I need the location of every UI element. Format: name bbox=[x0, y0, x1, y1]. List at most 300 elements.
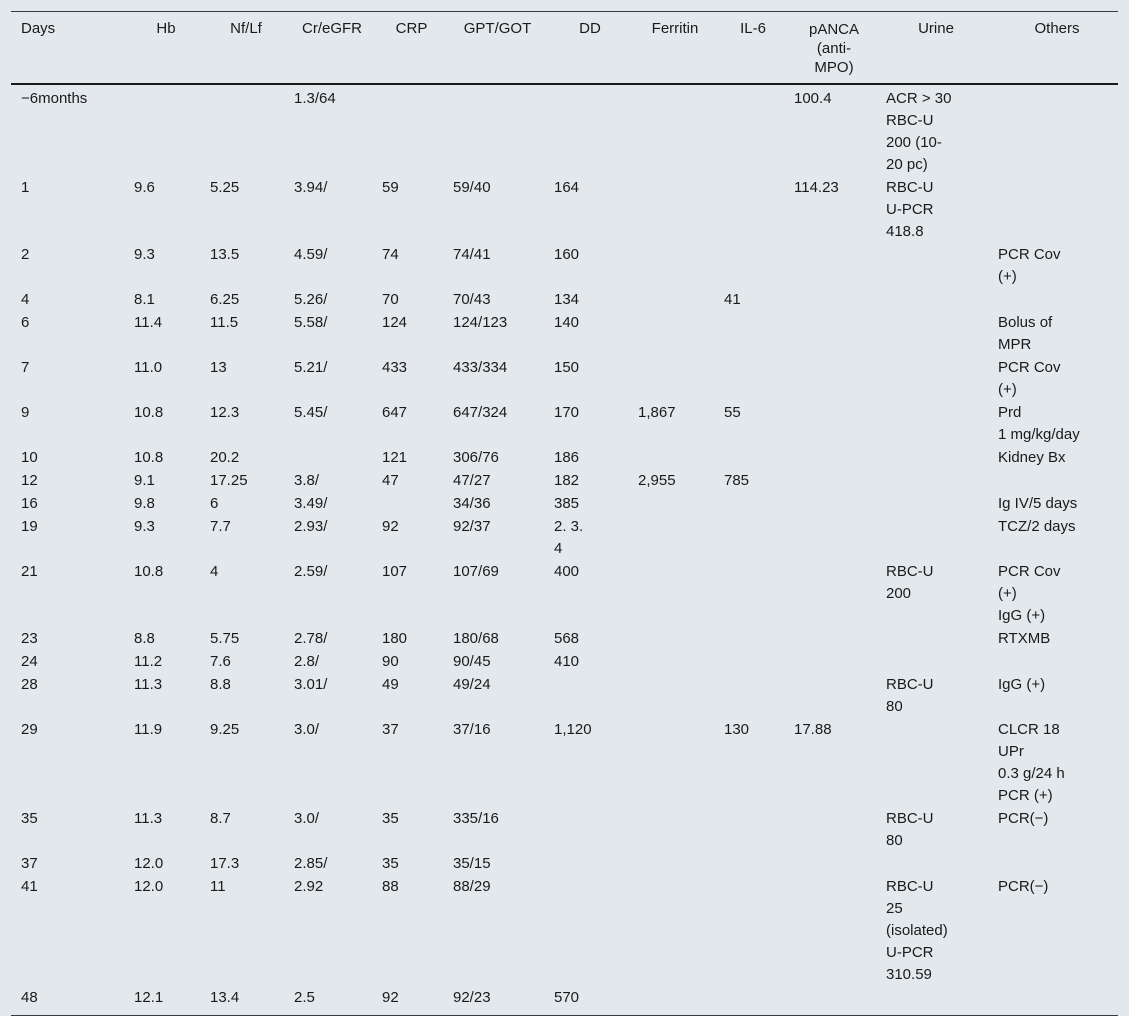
cell-others bbox=[988, 402, 1118, 447]
cell-others bbox=[988, 244, 1118, 289]
cell-others bbox=[988, 651, 1118, 674]
cell-cr-egfr bbox=[284, 447, 372, 470]
cell-dd: 140 bbox=[554, 314, 580, 331]
cell-panca bbox=[784, 853, 876, 876]
table-row bbox=[11, 987, 1118, 1016]
cell-nf-lf: 12.3 bbox=[210, 404, 240, 421]
table-row bbox=[11, 674, 1118, 719]
cell-crp: 37 bbox=[382, 721, 399, 738]
cell-dd: 134 bbox=[554, 291, 580, 308]
cell-gpt-got: 37/16 bbox=[453, 721, 491, 738]
cell-nf-lf: 5.75 bbox=[210, 630, 240, 647]
cell-line: 4 bbox=[554, 540, 563, 557]
table-row bbox=[11, 628, 1118, 651]
cell-line: PCR Cov bbox=[998, 563, 1061, 580]
cell-panca: 17.88 bbox=[794, 721, 832, 738]
cell-ferritin bbox=[628, 516, 714, 561]
table-body bbox=[11, 84, 1118, 1016]
cell-line: CLCR 18 bbox=[998, 721, 1060, 738]
cell-il6 bbox=[714, 853, 784, 876]
cell-urine bbox=[876, 289, 988, 312]
cell-dd: 160 bbox=[554, 246, 580, 263]
table-row bbox=[11, 808, 1118, 853]
cell-ferritin bbox=[628, 808, 714, 853]
cell-hb: 9.3 bbox=[134, 246, 155, 263]
cell-days: 41 bbox=[21, 878, 38, 895]
cell-nf-lf: 11.5 bbox=[210, 314, 239, 331]
cell-days: 48 bbox=[11, 987, 124, 1016]
cell-gpt-got: 180/68 bbox=[453, 630, 499, 647]
cell-urine bbox=[876, 561, 988, 628]
cell-ferritin bbox=[628, 312, 714, 357]
cell-cr-egfr: 2.92 bbox=[294, 878, 324, 895]
cell-hb: 12.0 bbox=[134, 855, 164, 872]
cell-urine bbox=[876, 808, 988, 853]
cell-gpt-got: 433/334 bbox=[453, 359, 508, 376]
cell-line: 418.8 bbox=[886, 223, 924, 240]
cell-ferritin: 1,867 bbox=[638, 404, 676, 421]
cell-others: TCZ/2 days bbox=[998, 518, 1076, 535]
cell-urine bbox=[876, 674, 988, 719]
cell-line: IgG (+) bbox=[998, 607, 1046, 624]
table-row bbox=[11, 876, 1118, 987]
cell-cr-egfr: 3.49/ bbox=[294, 495, 328, 512]
cell-hb: 10.8 bbox=[134, 563, 164, 580]
cell-gpt-got: 88/29 bbox=[453, 878, 491, 895]
cell-panca bbox=[784, 651, 876, 674]
cell-days: 28 bbox=[21, 676, 38, 693]
cell-line: PCR (+) bbox=[998, 787, 1053, 804]
col-header-panca-line: pANCA bbox=[808, 21, 860, 38]
cell-nf-lf: 11 bbox=[210, 878, 226, 895]
col-header-urine: Urine bbox=[876, 12, 988, 85]
cell-cr-egfr: 5.21/ bbox=[294, 359, 328, 376]
cell-line: (+) bbox=[998, 268, 1017, 285]
cell-crp: 647 bbox=[382, 404, 408, 421]
cell-hb: 11.0 bbox=[134, 359, 163, 376]
cell-panca: 114.23 bbox=[794, 179, 839, 196]
cell-urine bbox=[876, 876, 988, 987]
cell-dd: 150 bbox=[554, 359, 580, 376]
cell-il6 bbox=[714, 177, 784, 244]
cell-hb: 9.3 bbox=[134, 518, 155, 535]
cell-hb bbox=[124, 84, 200, 177]
cell-il6 bbox=[714, 357, 784, 402]
cell-crp: 92 bbox=[382, 518, 399, 535]
cell-dd bbox=[544, 808, 628, 853]
cell-line: RBC-U bbox=[886, 676, 934, 693]
cell-line: 310.59 bbox=[886, 966, 932, 983]
cell-line: 20 pc) bbox=[886, 156, 928, 173]
cell-ferritin bbox=[628, 357, 714, 402]
cell-days: 2 bbox=[21, 246, 30, 263]
table-row bbox=[11, 516, 1118, 561]
cell-il6 bbox=[714, 987, 784, 1016]
cell-il6 bbox=[714, 628, 784, 651]
cell-crp: 35 bbox=[382, 855, 399, 872]
col-header-panca-line: MPO) bbox=[814, 59, 854, 76]
cell-ferritin bbox=[628, 177, 714, 244]
cell-hb: 10.8 bbox=[134, 404, 164, 421]
table-row bbox=[11, 402, 1118, 447]
cell-days: 29 bbox=[21, 721, 38, 738]
cell-line: 80 bbox=[886, 832, 903, 849]
cell-urine bbox=[876, 628, 988, 651]
cell-line: ACR > 30 bbox=[886, 90, 952, 107]
cell-crp: 124 bbox=[382, 314, 408, 331]
cell-others bbox=[988, 357, 1118, 402]
cell-dd: 410 bbox=[554, 653, 580, 670]
col-header-dd: DD bbox=[544, 12, 628, 85]
cell-others: Kidney Bx bbox=[998, 449, 1066, 466]
cell-others bbox=[988, 84, 1118, 177]
cell-il6 bbox=[714, 244, 784, 289]
cell-urine bbox=[876, 177, 988, 244]
cell-ferritin bbox=[628, 493, 714, 516]
cell-crp: 433 bbox=[382, 359, 408, 376]
table-row bbox=[11, 719, 1118, 808]
cell-dd bbox=[544, 84, 628, 177]
cell-nf-lf: 13 bbox=[210, 359, 227, 376]
cell-panca bbox=[784, 470, 876, 493]
cell-panca bbox=[784, 516, 876, 561]
cell-ferritin bbox=[628, 674, 714, 719]
cell-others bbox=[988, 561, 1118, 628]
cell-cr-egfr: 2.59/ bbox=[294, 563, 328, 580]
cell-dd bbox=[544, 853, 628, 876]
cell-others: IgG (+) bbox=[998, 676, 1046, 693]
cell-ferritin: 2,955 bbox=[638, 472, 676, 489]
cell-ferritin bbox=[628, 244, 714, 289]
cell-nf-lf: 20.2 bbox=[210, 449, 240, 466]
table-row bbox=[11, 561, 1118, 628]
cell-line: (+) bbox=[998, 381, 1017, 398]
cell-gpt-got: 47/27 bbox=[453, 472, 491, 489]
cell-il6: 130 bbox=[724, 721, 750, 738]
cell-hb: 11.4 bbox=[134, 314, 163, 331]
cell-nf-lf: 8.8 bbox=[210, 676, 231, 693]
cell-nf-lf: 7.6 bbox=[210, 653, 231, 670]
cell-hb: 8.1 bbox=[134, 291, 155, 308]
cell-line: MPR bbox=[998, 336, 1032, 353]
table-row bbox=[11, 289, 1118, 312]
cell-line: RBC-U bbox=[886, 179, 934, 196]
cell-others bbox=[988, 312, 1118, 357]
cell-ferritin bbox=[628, 447, 714, 470]
cell-line: Bolus of bbox=[998, 314, 1053, 331]
cell-days: 7 bbox=[21, 359, 30, 376]
cell-dd bbox=[544, 516, 628, 561]
cell-line: RBC-U bbox=[886, 563, 934, 580]
cell-urine bbox=[876, 357, 988, 402]
cell-dd: 385 bbox=[554, 495, 580, 512]
table-row bbox=[11, 470, 1118, 493]
col-header-nf-lf: Nf/Lf bbox=[200, 12, 284, 85]
cell-crp bbox=[372, 84, 443, 177]
cell-hb: 12.0 bbox=[134, 878, 164, 895]
cell-il6: 41 bbox=[724, 291, 741, 308]
cell-line: 200 (10- bbox=[886, 134, 942, 151]
col-header-ferritin: Ferritin bbox=[628, 12, 714, 85]
cell-crp: 121 bbox=[382, 449, 408, 466]
cell-days: 37 bbox=[21, 855, 38, 872]
cell-gpt-got: 35/15 bbox=[453, 855, 491, 872]
cell-crp: 92 bbox=[372, 987, 443, 1016]
cell-urine bbox=[876, 516, 988, 561]
table-row bbox=[11, 177, 1118, 244]
cell-ferritin bbox=[628, 876, 714, 987]
cell-line: 200 bbox=[886, 585, 912, 602]
cell-hb: 11.3 bbox=[134, 676, 163, 693]
cell-panca bbox=[784, 674, 876, 719]
col-header-gpt-got: GPT/GOT bbox=[443, 12, 544, 85]
cell-hb: 12.1 bbox=[124, 987, 200, 1016]
cell-panca bbox=[784, 493, 876, 516]
cell-urine bbox=[876, 402, 988, 447]
cell-hb: 8.8 bbox=[134, 630, 155, 647]
table-row bbox=[11, 447, 1118, 470]
cell-dd: 164 bbox=[554, 179, 580, 196]
cell-il6 bbox=[714, 493, 784, 516]
cell-il6 bbox=[714, 312, 784, 357]
table-row bbox=[11, 651, 1118, 674]
cell-line: RBC-U bbox=[886, 878, 934, 895]
cell-nf-lf bbox=[200, 84, 284, 177]
cell-days: 24 bbox=[21, 653, 38, 670]
cell-panca bbox=[784, 289, 876, 312]
cell-cr-egfr: 4.59/ bbox=[294, 246, 328, 263]
cell-ferritin bbox=[628, 719, 714, 808]
table-row bbox=[11, 493, 1118, 516]
col-header-panca-line: (anti- bbox=[816, 40, 852, 57]
cell-panca bbox=[784, 244, 876, 289]
cell-il6: 55 bbox=[724, 404, 741, 421]
cell-dd: 400 bbox=[554, 563, 580, 580]
cell-line: 25 bbox=[886, 900, 903, 917]
cell-others bbox=[988, 853, 1118, 876]
cell-nf-lf: 4 bbox=[210, 563, 219, 580]
cell-crp: 180 bbox=[382, 630, 408, 647]
table-row bbox=[11, 357, 1118, 402]
cell-gpt-got: 107/69 bbox=[453, 563, 499, 580]
cell-line: U-PCR bbox=[886, 201, 934, 218]
cell-cr-egfr: 5.58/ bbox=[294, 314, 328, 331]
cell-cr-egfr: 2.93/ bbox=[294, 518, 328, 535]
cell-days: 16 bbox=[21, 495, 38, 512]
cell-il6 bbox=[714, 84, 784, 177]
table-row bbox=[11, 84, 1118, 177]
cell-panca bbox=[784, 987, 876, 1016]
cell-gpt-got: 306/76 bbox=[453, 449, 499, 466]
cell-cr-egfr: 2.78/ bbox=[294, 630, 328, 647]
cell-line: (+) bbox=[998, 585, 1017, 602]
col-header-others: Others bbox=[988, 12, 1118, 85]
cell-panca bbox=[784, 808, 876, 853]
cell-il6 bbox=[714, 447, 784, 470]
cell-days: 21 bbox=[21, 563, 38, 580]
cell-cr-egfr: 2.8/ bbox=[294, 653, 320, 670]
cell-others bbox=[988, 987, 1118, 1016]
cell-urine bbox=[876, 84, 988, 177]
cell-crp: 90 bbox=[382, 653, 399, 670]
cell-others: RTXMB bbox=[998, 630, 1051, 647]
cell-nf-lf: 13.5 bbox=[210, 246, 240, 263]
cell-gpt-got: 34/36 bbox=[453, 495, 491, 512]
cell-nf-lf: 8.7 bbox=[210, 810, 231, 827]
cell-panca bbox=[784, 357, 876, 402]
cell-line: 80 bbox=[886, 698, 903, 715]
cell-dd: 186 bbox=[554, 449, 580, 466]
cell-nf-lf: 17.25 bbox=[210, 472, 248, 489]
cell-hb: 9.6 bbox=[134, 179, 155, 196]
cell-il6 bbox=[714, 876, 784, 987]
cell-cr-egfr: 3.94/ bbox=[294, 179, 328, 196]
cell-line: RBC-U bbox=[886, 810, 934, 827]
cell-crp: 59 bbox=[382, 179, 399, 196]
cell-dd: 568 bbox=[554, 630, 580, 647]
cell-dd: 1,120 bbox=[554, 721, 592, 738]
col-header-hb: Hb bbox=[124, 12, 200, 85]
cell-hb: 10.8 bbox=[134, 449, 164, 466]
cell-hb: 9.8 bbox=[134, 495, 155, 512]
table-row bbox=[11, 853, 1118, 876]
cell-nf-lf: 7.7 bbox=[210, 518, 231, 535]
cell-line: PCR Cov bbox=[998, 246, 1061, 263]
cell-others: PCR(−) bbox=[998, 810, 1049, 827]
cell-cr-egfr: 5.26/ bbox=[294, 291, 328, 308]
cell-gpt-got: 335/16 bbox=[453, 810, 499, 827]
cell-dd: 570 bbox=[544, 987, 628, 1016]
cell-line: RBC-U bbox=[886, 112, 934, 129]
cell-line: 0.3 g/24 h bbox=[998, 765, 1065, 782]
cell-crp: 49 bbox=[382, 676, 399, 693]
cell-il6 bbox=[714, 516, 784, 561]
table-row bbox=[11, 312, 1118, 357]
cell-others bbox=[988, 289, 1118, 312]
cell-hb: 11.2 bbox=[134, 653, 163, 670]
cell-line: UPr bbox=[998, 743, 1024, 760]
cell-gpt-got: 90/45 bbox=[453, 653, 491, 670]
cell-cr-egfr: 1.3/64 bbox=[294, 90, 336, 107]
cell-ferritin bbox=[628, 651, 714, 674]
cell-nf-lf: 9.25 bbox=[210, 721, 240, 738]
cell-dd: 182 bbox=[554, 472, 580, 489]
cell-panca bbox=[784, 876, 876, 987]
cell-crp: 35 bbox=[382, 810, 399, 827]
col-header-crp: CRP bbox=[372, 12, 443, 85]
cell-others bbox=[988, 177, 1118, 244]
cell-ferritin bbox=[628, 987, 714, 1016]
cell-others: Ig IV/5 days bbox=[998, 495, 1078, 512]
cell-urine bbox=[876, 447, 988, 470]
cell-panca: 100.4 bbox=[794, 90, 832, 107]
cell-gpt-got: 92/23 bbox=[443, 987, 544, 1016]
cell-crp: 47 bbox=[382, 472, 399, 489]
cell-panca bbox=[784, 447, 876, 470]
cell-gpt-got: 49/24 bbox=[453, 676, 491, 693]
cell-days: −6months bbox=[21, 90, 88, 107]
cell-urine bbox=[876, 719, 988, 808]
cell-panca bbox=[784, 312, 876, 357]
cell-nf-lf: 13.4 bbox=[200, 987, 284, 1016]
cell-others: PCR(−) bbox=[998, 878, 1049, 895]
cell-gpt-got: 92/37 bbox=[453, 518, 491, 535]
cell-gpt-got bbox=[443, 84, 544, 177]
cell-urine bbox=[876, 312, 988, 357]
cell-ferritin bbox=[628, 853, 714, 876]
lab-results-table bbox=[11, 11, 1118, 1016]
cell-panca bbox=[784, 561, 876, 628]
cell-days: 6 bbox=[21, 314, 30, 331]
cell-il6 bbox=[714, 808, 784, 853]
cell-crp: 88 bbox=[382, 878, 399, 895]
cell-days: 19 bbox=[21, 518, 38, 535]
cell-line: PCR Cov bbox=[998, 359, 1061, 376]
cell-days: 35 bbox=[21, 810, 38, 827]
cell-cr-egfr: 3.01/ bbox=[294, 676, 328, 693]
cell-cr-egfr: 3.0/ bbox=[294, 810, 320, 827]
header-row bbox=[11, 12, 1118, 85]
cell-days: 12 bbox=[21, 472, 38, 489]
cell-others bbox=[988, 470, 1118, 493]
cell-cr-egfr: 2.5 bbox=[284, 987, 372, 1016]
col-header-il6: IL-6 bbox=[714, 12, 784, 85]
cell-urine bbox=[876, 853, 988, 876]
cell-dd: 170 bbox=[554, 404, 580, 421]
cell-days: 1 bbox=[21, 179, 30, 196]
cell-nf-lf: 6 bbox=[210, 495, 219, 512]
cell-urine bbox=[876, 244, 988, 289]
cell-cr-egfr: 5.45/ bbox=[294, 404, 328, 421]
cell-crp: 74 bbox=[382, 246, 399, 263]
cell-gpt-got: 70/43 bbox=[453, 291, 491, 308]
col-header-cr-egfr: Cr/eGFR bbox=[284, 12, 372, 85]
cell-urine bbox=[876, 493, 988, 516]
cell-nf-lf: 17.3 bbox=[210, 855, 240, 872]
cell-ferritin bbox=[628, 628, 714, 651]
cell-il6 bbox=[714, 561, 784, 628]
table-row bbox=[11, 244, 1118, 289]
cell-days: 23 bbox=[21, 630, 38, 647]
cell-il6 bbox=[714, 674, 784, 719]
cell-il6: 785 bbox=[724, 472, 750, 489]
cell-line: U-PCR bbox=[886, 944, 934, 961]
cell-nf-lf: 5.25 bbox=[210, 179, 240, 196]
cell-line: 2. 3. bbox=[554, 518, 584, 535]
cell-crp: 107 bbox=[382, 563, 408, 580]
col-header-panca bbox=[784, 12, 876, 85]
cell-panca bbox=[784, 402, 876, 447]
cell-ferritin bbox=[628, 84, 714, 177]
cell-urine bbox=[876, 987, 988, 1016]
cell-hb: 11.3 bbox=[134, 810, 163, 827]
cell-nf-lf: 6.25 bbox=[210, 291, 240, 308]
cell-hb: 9.1 bbox=[134, 472, 155, 489]
cell-days: 10 bbox=[21, 449, 38, 466]
cell-cr-egfr: 2.85/ bbox=[294, 855, 328, 872]
cell-dd bbox=[544, 674, 628, 719]
cell-line: (isolated) bbox=[886, 922, 948, 939]
lab-results-table-container bbox=[11, 11, 1118, 1016]
cell-days: 9 bbox=[21, 404, 30, 421]
cell-ferritin bbox=[628, 561, 714, 628]
cell-gpt-got: 647/324 bbox=[453, 404, 508, 421]
cell-gpt-got: 59/40 bbox=[453, 179, 491, 196]
cell-hb: 11.9 bbox=[134, 721, 163, 738]
cell-dd bbox=[544, 876, 628, 987]
cell-days: 4 bbox=[21, 291, 30, 308]
cell-crp: 70 bbox=[382, 291, 399, 308]
